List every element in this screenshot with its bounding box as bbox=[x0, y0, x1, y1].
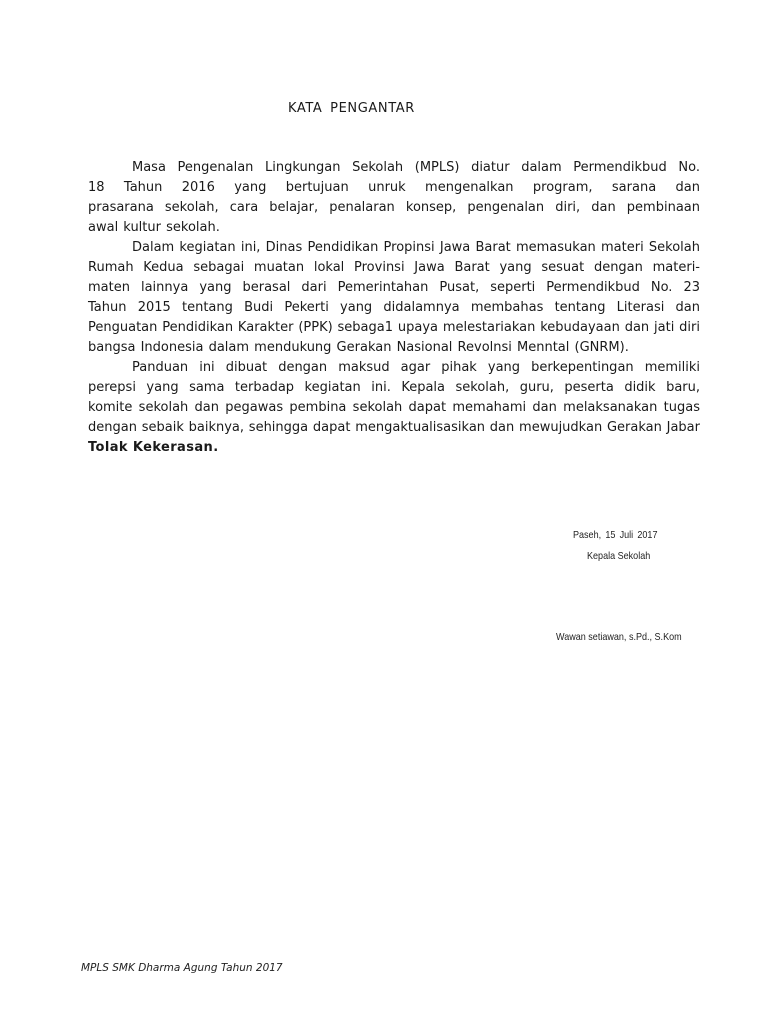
signature-name: Wawan setiawan, s.Pd., S.Kom bbox=[556, 631, 682, 643]
paragraph-2 bbox=[88, 238, 700, 358]
text-line: Masa Pengenalan Lingkungan Sekolah (MPLS) diatur dalam Permendikbud No. bbox=[132, 160, 700, 175]
signature-role: Kepala Sekolah bbox=[587, 550, 651, 562]
text-line: perepsi yang sama terbadap kegiatan ini. Kepala sekolah, guru, peserta didik baru, bbox=[88, 380, 700, 395]
text-line: awal kultur sekolah. bbox=[88, 220, 220, 235]
text-line: Tahun 2015 tentang Budi Pekerti yang didalamnya membahas tentang Literasi dan bbox=[88, 300, 700, 315]
page-footer: MPLS SMK Dharma Agung Tahun 2017 bbox=[81, 962, 283, 974]
text-line: Penguatan Pendidikan Karakter (PPK) sebaga1 upaya melestariakan kebudayaan dan jati diri bbox=[88, 320, 700, 335]
document-body bbox=[88, 158, 700, 458]
text-line: maten lainnya yang berasal dari Pemerintahan Pusat, seperti Permendikbud No. 23 bbox=[88, 280, 700, 295]
text-line: dengan sebaik baiknya, sehingga dapat mengaktualisasikan dan mewujudkan Gerakan Jabar bbox=[88, 420, 700, 435]
text-line: komite sekolah dan pegawas pembina sekolah dapat memahami dan melaksanakan tugas bbox=[88, 400, 700, 415]
signature-place-date: Paseh, 15 Juli 2017 bbox=[573, 529, 658, 541]
text-line: prasarana sekolah, cara belajar, penalaran konsep, pengenalan diri, dan pembinaan bbox=[88, 200, 700, 215]
document-title: KATA PENGANTAR bbox=[288, 101, 415, 116]
paragraph-1 bbox=[88, 158, 700, 238]
paragraph-3 bbox=[88, 358, 700, 458]
text-line: Panduan ini dibuat dengan maksud agar pihak yang berkepentingan memiliki bbox=[132, 360, 700, 375]
bold-closing-text: Tolak Kekerasan. bbox=[88, 440, 219, 455]
text-line: 18 Tahun 2016 yang bertujuan unruk mengenalkan program, sarana dan bbox=[88, 180, 700, 195]
text-line: Dalam kegiatan ini, Dinas Pendidikan Propinsi Jawa Barat memasukan materi Sekolah bbox=[132, 240, 700, 255]
text-line: bangsa Indonesia dalam mendukung Gerakan Nasional Revolnsi Menntal (GNRM). bbox=[88, 340, 629, 355]
text-line: Rumah Kedua sebagai muatan lokal Provinsi Jawa Barat yang sesuat dengan materi- bbox=[88, 260, 700, 275]
